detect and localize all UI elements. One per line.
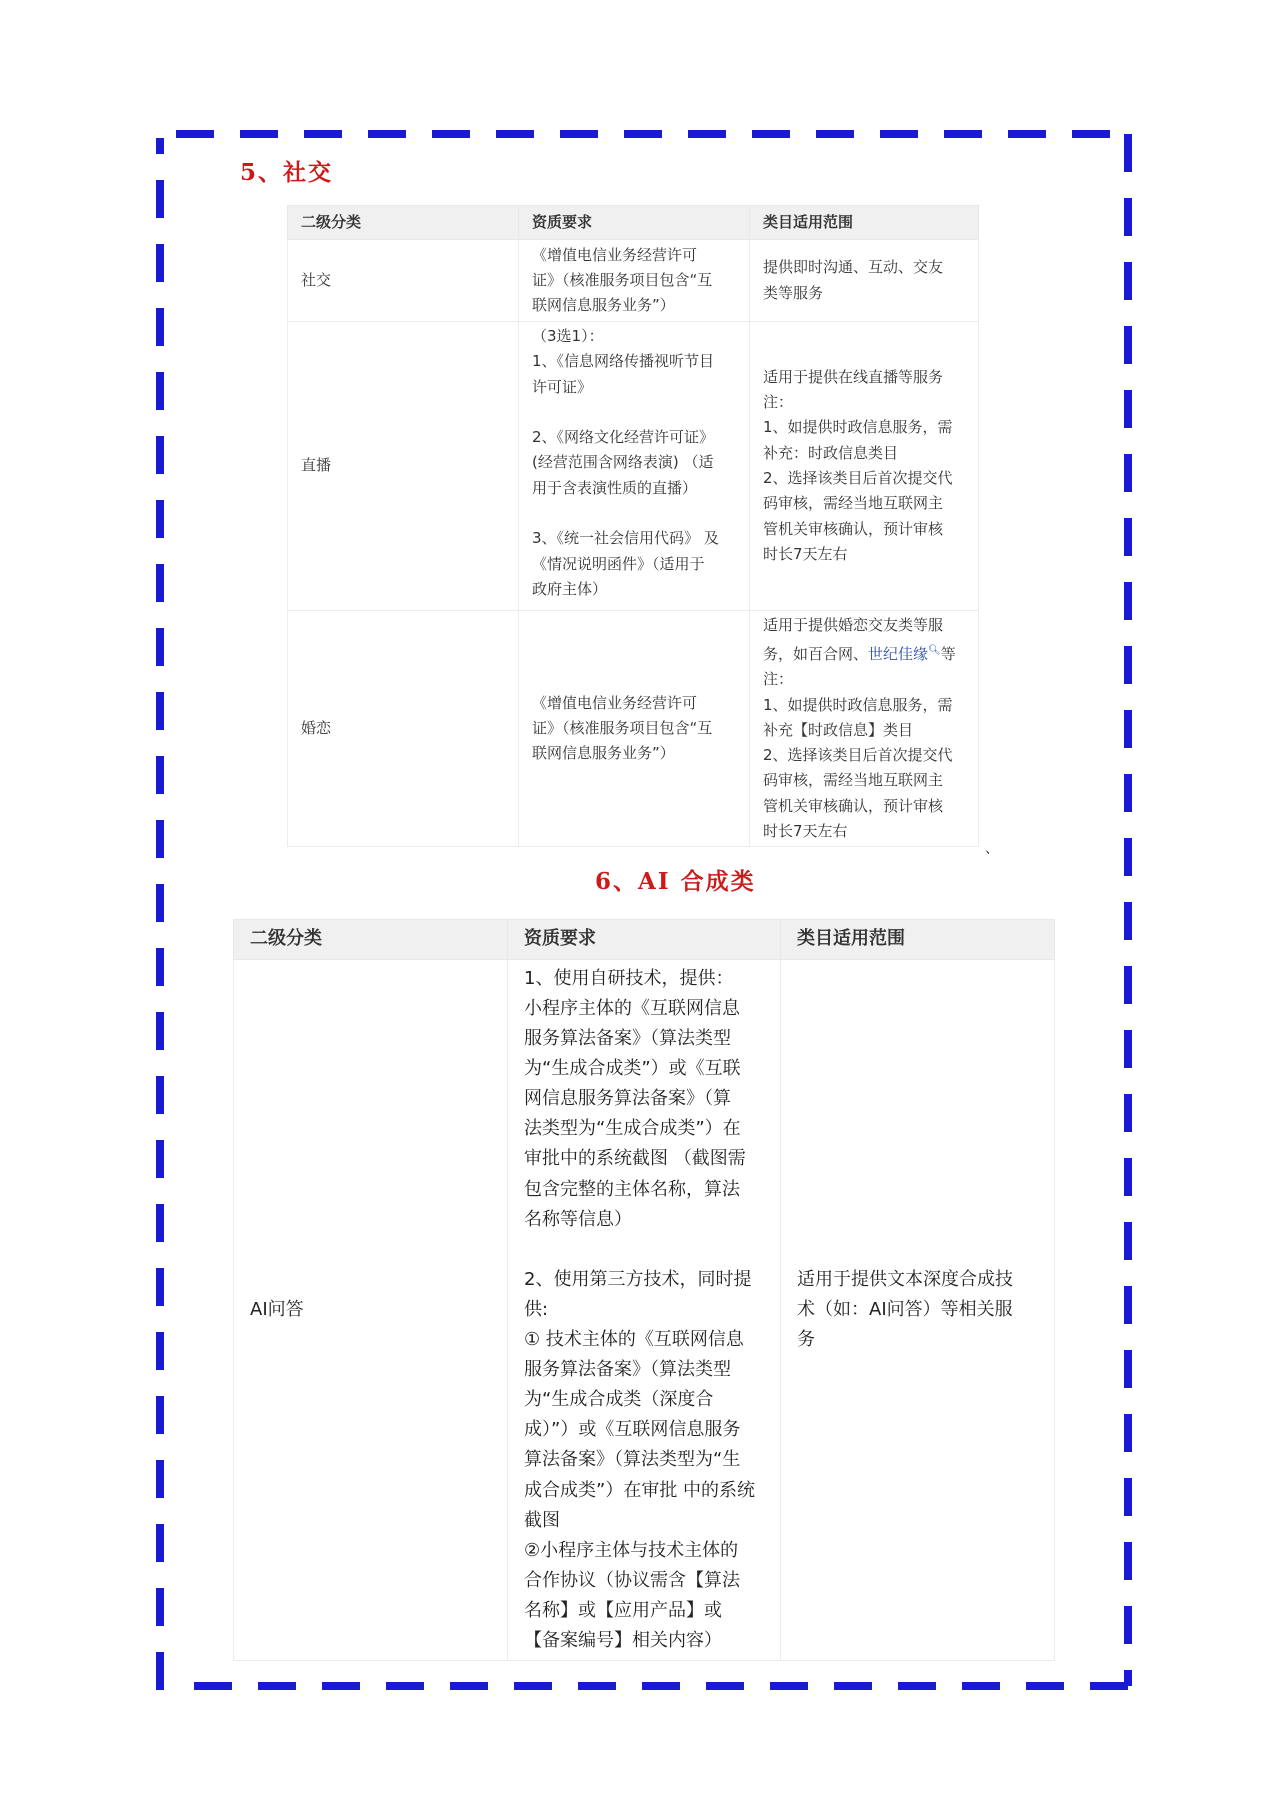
ai-synthesis-category-table [233, 919, 1055, 1661]
table-header-row [234, 920, 1055, 960]
table-row [288, 611, 979, 847]
category-cell: 直播 [288, 322, 519, 611]
header-requirement: 资质要求 [508, 920, 781, 960]
scope-cell: 适用于提供文本深度合成技 术（如：AI问答）等相关服 务 [781, 960, 1055, 1661]
header-category: 二级分类 [288, 206, 519, 240]
header-category: 二级分类 [234, 920, 508, 960]
social-category-table [287, 205, 979, 847]
requirement-cell: 《增值电信业务经营许可 证》（核准服务项目包含“互 联网信息服务业务”） [519, 611, 750, 847]
section-5-title: 5、社交 [240, 159, 334, 186]
requirement-cell: （3选1）： 1、《信息网络传播视听节目 许可证》 2、《网络文化经营许可证》 (经营范围含网络表演) （适 用于含表演性质的直播） 3、《统一社会信用代码》 及 《情况说明函件》（适用于 政府主体） [519, 322, 750, 611]
table-row [234, 960, 1055, 1661]
category-cell: AI问答 [234, 960, 508, 1661]
category-cell: 社交 [288, 240, 519, 322]
scope-text: 等 注： 1、如提供时政信息服务，需 补充【时政信息】类目 2、选择该类目后首次提交代 码审核，需经当地互联网主 管机关审核确认，预计审核 时长7天左右 [763, 644, 956, 841]
header-requirement: 资质要求 [519, 206, 750, 240]
category-cell: 婚恋 [288, 611, 519, 847]
header-scope: 类目适用范围 [781, 920, 1055, 960]
table-header-row [288, 206, 979, 240]
scope-cell: 适用于提供在线直播等服务 注： 1、如提供时政信息服务，需 补充：时政信息类目 2、选择该类目后首次提交代 码审核，需经当地互联网主 管机关审核确认，预计审核 时长7天左右 [750, 322, 979, 611]
requirement-cell: 《增值电信业务经营许可 证》（核准服务项目包含“互 联网信息服务业务”） [519, 240, 750, 322]
header-scope: 类目适用范围 [750, 206, 979, 240]
scope-cell [750, 611, 979, 847]
section-6-title: 6、AI 合成类 [595, 868, 756, 895]
scope-cell: 提供即时沟通、互动、交友 类等服务 [750, 240, 979, 322]
stray-punctuation: 、 [985, 841, 999, 857]
table-row [288, 240, 979, 322]
shijijiayuan-link[interactable]: 世纪佳缘 [868, 644, 929, 663]
requirement-cell: 1、使用自研技术，提供： 小程序主体的《互联网信息 服务算法备案》（算法类型 为“生成合成类”）或《互联 网信息服务算法备案》（算 法类型为“生成合成类”）在 审批中的系统截图 （截图需 包含完整的主体名称，算法 名称等信息） 2、使用第三方技术，同时提 供: ① 技术主体的《互联网信息 服务算法备案》（算法类型 为“生成合成类（深度合 成）”）或《互联网信息服务 算法备案》（算法类型为“生 成合成类”）在审批 中的系统 截图 ②小程序主体与技术主体的 合作协议（协议需含【算法 名称】或【应用产品】或 【备案编号】相关内容） [508, 960, 781, 1661]
search-icon: 🔍︎ [928, 644, 941, 656]
table-row [288, 322, 979, 611]
scope-text: 适用于提供婚恋交友类等服 务，如百合网、 [763, 615, 944, 663]
